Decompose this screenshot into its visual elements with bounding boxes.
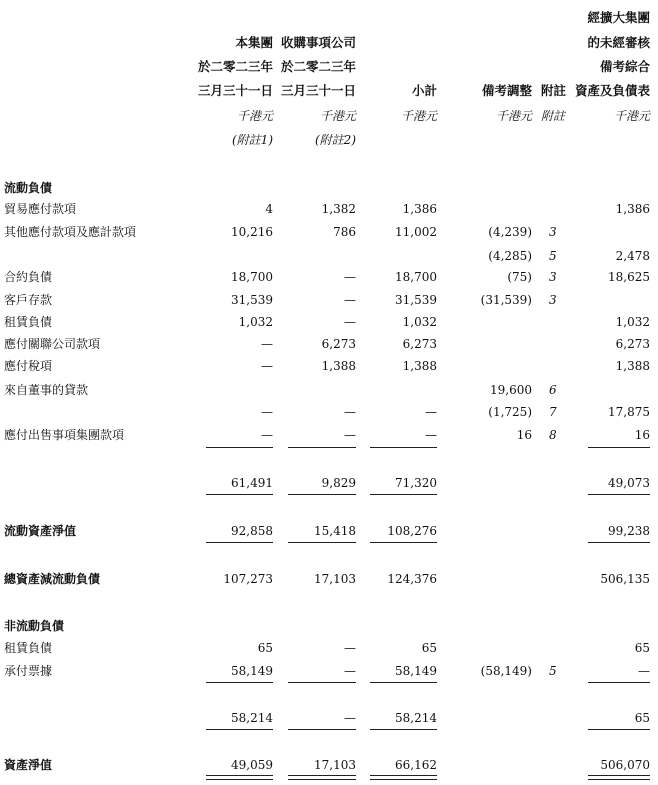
cell-value: 16 bbox=[634, 428, 650, 442]
cell-value: — bbox=[344, 315, 356, 329]
cell-value: — bbox=[638, 664, 650, 678]
cell-value: — bbox=[344, 293, 356, 307]
rule bbox=[288, 447, 356, 448]
cell-value: 4 bbox=[265, 202, 273, 216]
cell-value: — bbox=[261, 337, 273, 351]
subtotal-value: 71,320 bbox=[395, 476, 437, 490]
cell-value: — bbox=[425, 405, 437, 419]
rule bbox=[370, 447, 437, 448]
subtotal-value: 49,073 bbox=[608, 476, 650, 490]
cell-value: — bbox=[425, 428, 437, 442]
double-rule bbox=[370, 775, 437, 780]
cell-value: 107,273 bbox=[223, 572, 273, 586]
rule bbox=[288, 542, 356, 543]
cell-value: 108,276 bbox=[387, 524, 437, 538]
cell-value: — bbox=[344, 405, 356, 419]
cell-value: 17,875 bbox=[608, 405, 650, 419]
unit-col4: 千港元 bbox=[495, 109, 532, 123]
section-non-current-liabilities: 非流動負債 bbox=[4, 619, 65, 633]
header-col1-line3: 三月三十一日 bbox=[197, 83, 273, 98]
cell-value: 49,059 bbox=[231, 758, 273, 772]
cell-value: 1,032 bbox=[615, 315, 650, 329]
cell-value: 99,238 bbox=[608, 524, 650, 538]
rule bbox=[206, 682, 273, 683]
rule bbox=[206, 494, 273, 495]
rule bbox=[288, 494, 356, 495]
cell-value: — bbox=[261, 359, 273, 373]
cell-value: 65 bbox=[257, 641, 273, 655]
section-current-liabilities: 流動負債 bbox=[4, 181, 53, 195]
cell-adjustment: 16 bbox=[516, 428, 532, 442]
label-other-payables: 其他應付款項及應計款項 bbox=[4, 225, 137, 239]
unit-col3: 千港元 bbox=[400, 109, 437, 123]
cell-value: 18,625 bbox=[608, 270, 650, 284]
cell-value: 17,103 bbox=[314, 572, 356, 586]
label-nc-lease-liabilities: 租賃負債 bbox=[4, 641, 53, 655]
subtotal-value: 58,214 bbox=[231, 711, 273, 725]
cell-note: 5 bbox=[549, 249, 557, 263]
cell-note: 3 bbox=[549, 225, 557, 239]
rule bbox=[588, 729, 650, 730]
unit-col2: 千港元 bbox=[319, 109, 356, 123]
rule bbox=[370, 542, 437, 543]
unit-col6: 千港元 bbox=[613, 109, 650, 123]
header-col6-line4: 資產及負債表 bbox=[574, 83, 650, 98]
rule bbox=[206, 447, 273, 448]
label-related-payables: 應付關聯公司款項 bbox=[4, 337, 101, 351]
cell-value: 6,273 bbox=[402, 337, 437, 351]
cell-value: 1,382 bbox=[321, 202, 356, 216]
label-contract-liabilities: 合約負債 bbox=[4, 270, 53, 284]
cell-value: 1,386 bbox=[402, 202, 437, 216]
cell-adjustment: 19,600 bbox=[490, 383, 532, 397]
cell-value: 1,032 bbox=[402, 315, 437, 329]
cell-value: 58,149 bbox=[231, 664, 273, 678]
cell-adjustment: (4,239) bbox=[488, 225, 532, 239]
cell-value: 786 bbox=[333, 225, 356, 239]
cell-note: 8 bbox=[549, 428, 557, 442]
label-tax-payable: 應付稅項 bbox=[4, 359, 53, 373]
cell-adjustment: (31,539) bbox=[480, 293, 532, 307]
cell-value: 1,388 bbox=[321, 359, 356, 373]
rule bbox=[588, 682, 650, 683]
unit-note2: (附註2) bbox=[315, 133, 356, 147]
header-col1-line2: 於二零二三年 bbox=[197, 59, 273, 74]
double-rule bbox=[288, 775, 356, 780]
unit-note1: (附註1) bbox=[232, 133, 273, 147]
cell-value: 15,418 bbox=[314, 524, 356, 538]
subtotal-value: 65 bbox=[634, 711, 650, 725]
cell-note: 3 bbox=[549, 270, 557, 284]
rule bbox=[370, 729, 437, 730]
header-col6-line3: 備考綜合 bbox=[599, 59, 650, 74]
cell-value: 1,388 bbox=[615, 359, 650, 373]
label-disposal-payables: 應付出售事項集團款項 bbox=[4, 428, 125, 442]
header-col2-line1: 收購事項公司 bbox=[280, 35, 356, 50]
cell-value: 17,103 bbox=[314, 758, 356, 772]
cell-value: 1,386 bbox=[615, 202, 650, 216]
header-notes: 附註 bbox=[541, 83, 567, 98]
cell-value: — bbox=[344, 641, 356, 655]
rule bbox=[588, 542, 650, 543]
double-rule bbox=[588, 775, 650, 780]
cell-value: 18,700 bbox=[395, 270, 437, 284]
label-trade-payables: 貿易應付款項 bbox=[4, 202, 77, 216]
header-col2-line3: 三月三十一日 bbox=[280, 83, 356, 98]
double-rule bbox=[206, 775, 273, 780]
subtotal-value: — bbox=[344, 711, 356, 725]
label-net-assets: 資產淨值 bbox=[4, 758, 53, 772]
cell-value: — bbox=[261, 405, 273, 419]
header-col1-line1: 本集團 bbox=[235, 35, 273, 50]
cell-value: 6,273 bbox=[615, 337, 650, 351]
rule bbox=[288, 729, 356, 730]
cell-value: 11,002 bbox=[395, 225, 437, 239]
cell-value: 1,032 bbox=[238, 315, 273, 329]
rule bbox=[370, 494, 437, 495]
cell-value: 506,135 bbox=[600, 572, 650, 586]
cell-value: 18,700 bbox=[231, 270, 273, 284]
cell-value: 2,478 bbox=[615, 249, 650, 263]
cell-value: 66,162 bbox=[395, 758, 437, 772]
cell-adjustment: (1,725) bbox=[488, 405, 532, 419]
cell-value: 65 bbox=[421, 641, 437, 655]
label-director-loan: 來自董事的貸款 bbox=[4, 383, 89, 397]
unit-col1: 千港元 bbox=[236, 109, 273, 123]
label-lease-liabilities: 租賃負債 bbox=[4, 315, 53, 329]
subtotal-value: 61,491 bbox=[231, 476, 273, 490]
rule bbox=[206, 729, 273, 730]
label-net-current-assets: 流動資產淨值 bbox=[4, 524, 77, 538]
rule bbox=[588, 494, 650, 495]
cell-value: 6,273 bbox=[321, 337, 356, 351]
subtotal-value: 58,214 bbox=[395, 711, 437, 725]
label-total-assets-less-current: 總資產減流動負債 bbox=[4, 572, 101, 586]
cell-value: 92,858 bbox=[231, 524, 273, 538]
header-subtotal: 小計 bbox=[411, 83, 437, 98]
cell-note: 5 bbox=[549, 664, 557, 678]
cell-value: 65 bbox=[634, 641, 650, 655]
header-col2-line2: 於二零二三年 bbox=[280, 59, 356, 74]
cell-adjustment: (58,149) bbox=[480, 664, 532, 678]
rule bbox=[370, 682, 437, 683]
label-customer-deposits: 客戶存款 bbox=[4, 293, 53, 307]
header-adjustments: 備考調整 bbox=[481, 83, 532, 98]
cell-value: — bbox=[344, 428, 356, 442]
rule bbox=[588, 447, 650, 448]
cell-value: — bbox=[344, 270, 356, 284]
header-col6-line2: 的未經審核 bbox=[587, 35, 650, 50]
cell-value: 506,070 bbox=[600, 758, 650, 772]
cell-note: 3 bbox=[549, 293, 557, 307]
cell-adjustment: (4,285) bbox=[488, 249, 532, 263]
label-promissory-notes: 承付票據 bbox=[4, 664, 53, 678]
cell-value: 10,216 bbox=[231, 225, 273, 239]
cell-value: 31,539 bbox=[231, 293, 273, 307]
unit-notes: 附註 bbox=[541, 109, 566, 123]
cell-value: 31,539 bbox=[395, 293, 437, 307]
cell-value: — bbox=[344, 664, 356, 678]
cell-value: 1,388 bbox=[402, 359, 437, 373]
cell-value: — bbox=[261, 428, 273, 442]
rule bbox=[206, 542, 273, 543]
cell-value: 124,376 bbox=[387, 572, 437, 586]
cell-adjustment: (75) bbox=[507, 270, 532, 284]
cell-note: 7 bbox=[549, 405, 557, 419]
cell-value: 58,149 bbox=[395, 664, 437, 678]
subtotal-value: 9,829 bbox=[321, 476, 356, 490]
rule bbox=[288, 682, 356, 683]
header-col6-line1: 經擴大集團 bbox=[587, 10, 650, 25]
cell-note: 6 bbox=[549, 383, 557, 397]
